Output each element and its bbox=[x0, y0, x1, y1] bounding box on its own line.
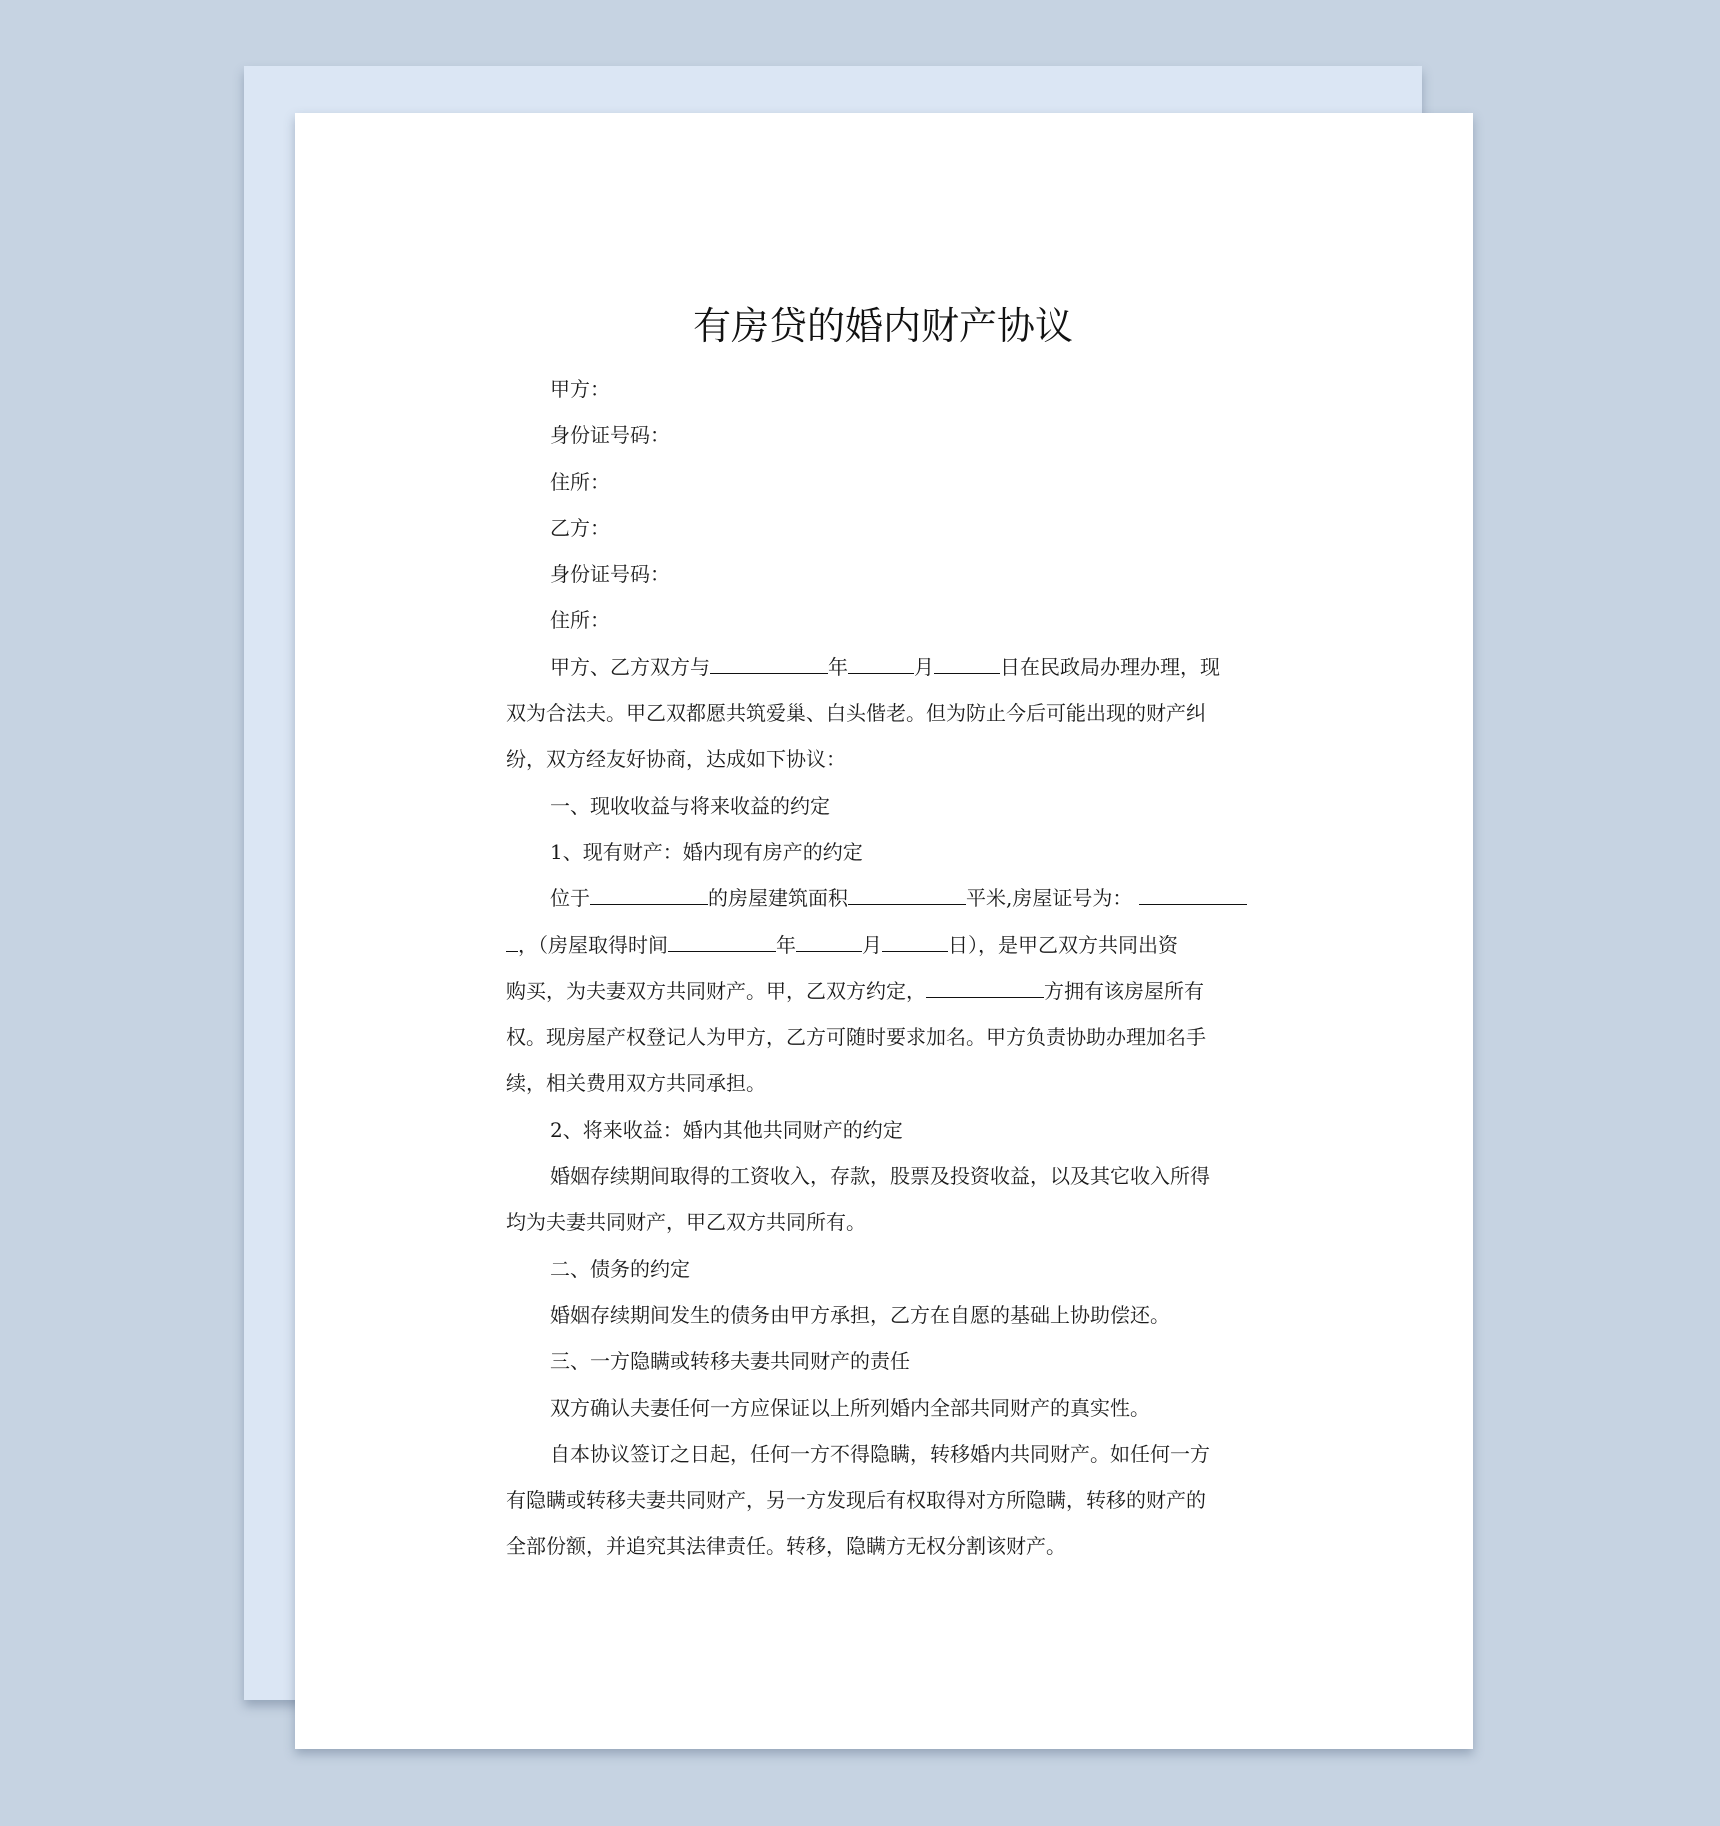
house-line-2 bbox=[506, 922, 1260, 968]
party-b-label: 乙方： bbox=[550, 515, 610, 540]
intro-line-1 bbox=[506, 644, 1260, 690]
blank-field-month[interactable] bbox=[848, 653, 914, 674]
party-b-id-label: 身份证号码： bbox=[550, 562, 670, 587]
house-text-7: 日），是甲乙双方共同出资 bbox=[948, 932, 1178, 957]
blank-field-acq-day[interactable] bbox=[882, 931, 948, 952]
blank-field-certificate[interactable] bbox=[1139, 884, 1247, 905]
section-2-heading: 二、债务的约定 bbox=[550, 1256, 690, 1281]
house-line-4: 权。现房屋产权登记人为甲方，乙方可随时要求加名。甲方负责协助办理加名手 bbox=[506, 1025, 1206, 1050]
house-text-3: 平米,房屋证号为： bbox=[966, 886, 1133, 911]
house-text-4: ，（房屋取得时间 bbox=[518, 932, 668, 957]
party-a-id-label: 身份证号码： bbox=[550, 423, 670, 448]
blank-field-owner[interactable] bbox=[926, 977, 1044, 998]
party-b-address-label: 住所： bbox=[550, 608, 610, 633]
house-text-6: 月 bbox=[862, 932, 882, 957]
intro-text-2: 年 bbox=[828, 654, 848, 679]
intro-text-1: 甲方、乙方双方与 bbox=[550, 654, 710, 679]
blank-field-certificate-cont[interactable] bbox=[506, 931, 518, 952]
house-text-9: 方拥有该房屋所有 bbox=[1044, 978, 1204, 1003]
house-text-8: 购买，为夫妻双方共同财产。甲，乙双方约定， bbox=[506, 978, 926, 1003]
party-a-label: 甲方： bbox=[550, 377, 610, 401]
item-2-body-line-2: 均为夫妻共同财产，甲乙双方共同所有。 bbox=[506, 1210, 866, 1235]
document-content bbox=[506, 296, 1260, 1570]
house-text-5: 年 bbox=[776, 932, 796, 957]
house-text-2: 的房屋建筑面积 bbox=[708, 886, 848, 911]
blank-field-year[interactable] bbox=[710, 653, 828, 674]
house-line-1 bbox=[506, 875, 1260, 921]
blank-field-location[interactable] bbox=[590, 884, 708, 905]
section-3-heading: 三、一方隐瞒或转移夫妻共同财产的责任 bbox=[550, 1349, 910, 1374]
intro-line-2: 双为合法夫。甲乙双都愿共筑爱巢、白头偕老。但为防止今后可能出现的财产纠 bbox=[506, 701, 1206, 726]
item-2-body-line-1: 婚姻存续期间取得的工资收入，存款，股票及投资收益，以及其它收入所得 bbox=[550, 1164, 1210, 1189]
house-text-1: 位于 bbox=[550, 886, 590, 911]
item-2-heading: 2、将来收益：婚内其他共同财产的约定 bbox=[550, 1117, 903, 1142]
section-3-body-2-line-1: 自本协议签订之日起，任何一方不得隐瞒，转移婚内共同财产。如任何一方 bbox=[550, 1441, 1210, 1466]
intro-text-4: 日在民政局办理办理，现 bbox=[1000, 654, 1220, 679]
item-1-heading: 1、现有财产：婚内现有房产的约定 bbox=[550, 839, 863, 864]
section-1-heading: 一、现收收益与将来收益的约定 bbox=[550, 793, 830, 818]
blank-field-area[interactable] bbox=[848, 884, 966, 905]
blank-field-day[interactable] bbox=[934, 653, 1000, 674]
party-a-address-label: 住所： bbox=[550, 469, 610, 494]
section-3-body-1: 双方确认夫妻任何一方应保证以上所列婚内全部共同财产的真实性。 bbox=[550, 1395, 1150, 1420]
intro-text-3: 月 bbox=[914, 654, 934, 679]
house-line-3 bbox=[506, 968, 1260, 1014]
section-3-body-2-line-2: 有隐瞒或转移夫妻共同财产，另一方发现后有权取得对方所隐瞒，转移的财产的 bbox=[506, 1488, 1206, 1513]
section-2-body: 婚姻存续期间发生的债务由甲方承担，乙方在自愿的基础上协助偿还。 bbox=[550, 1302, 1170, 1327]
intro-line-3: 纷，双方经友好协商，达成如下协议： bbox=[506, 747, 846, 772]
blank-field-acq-month[interactable] bbox=[796, 931, 862, 952]
blank-field-acq-year[interactable] bbox=[668, 931, 776, 952]
document-title: 有房贷的婚内财产协议 bbox=[692, 304, 1073, 348]
section-3-body-2-line-3: 全部份额，并追究其法律责任。转移，隐瞒方无权分割该财产。 bbox=[506, 1534, 1066, 1559]
house-line-5: 续，相关费用双方共同承担。 bbox=[506, 1071, 766, 1096]
